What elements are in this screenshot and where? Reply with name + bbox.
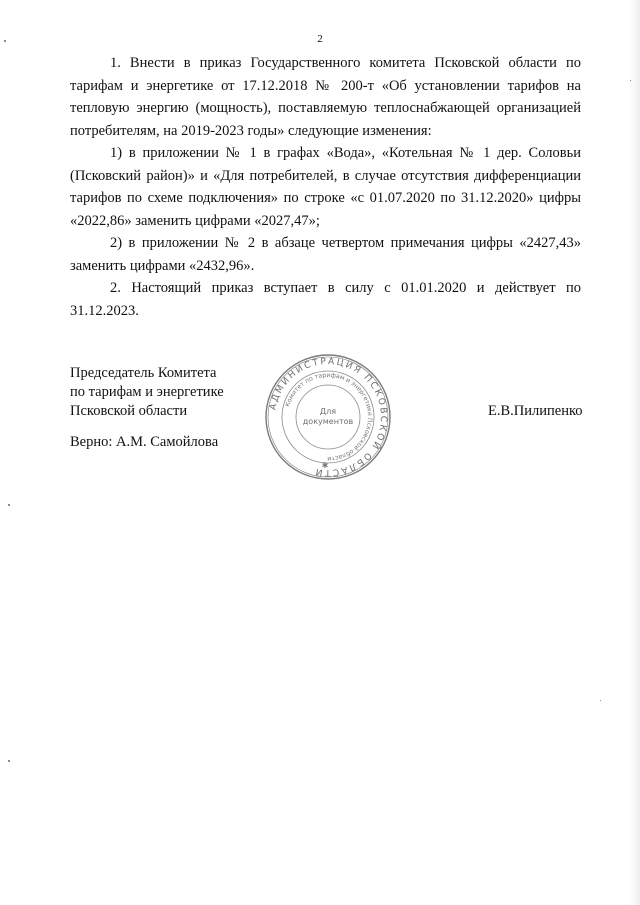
paragraph-3: 2) в приложении № 2 в абзаце четвертом примечания цифры «2427,43» заменить цифрами «2432,96». (70, 235, 581, 274)
seal-center-line-1: Для (319, 407, 337, 416)
scan-mark (8, 760, 10, 762)
document-body (70, 52, 581, 322)
scan-mark (8, 504, 10, 506)
signatory-title-line-3: Псковской области (70, 403, 188, 419)
verification-note: Верно: А.М. Самойлова (70, 434, 219, 450)
signatory-name: Е.В.Пилипенко (488, 403, 583, 419)
seal-center-line-2: документов (302, 417, 354, 426)
signatory-title-line-1: Председатель Комитета (70, 365, 217, 381)
page-number: 2 (317, 33, 323, 45)
paragraph-2: 1) в приложении № 1 в графах «Вода», «Котельная № 1 дер. Соловьи (Псковский район)» и «Для потребителей, в случае отсутствия дифференциации тарифов по схеме подключения» по строке «с 01.07.2020 по 31.12.2020» цифры «2022,86» заменить цифрами «2027,47»; (70, 145, 581, 229)
paragraph-1: 1. Внести в приказ Государственного комитета Псковской области по тарифам и энергетике от 17.12.2018 № 200-т «Об установлении тарифов на тепловую энергию (мощность), поставляемую теплоснабжающей организацией потребителям, на 2019-2023 годы» следующие изменения: (70, 55, 581, 139)
seal-star-icon: ✱ (321, 461, 329, 470)
scan-mark (4, 40, 6, 42)
official-seal (263, 352, 393, 482)
paragraph-4: 2. Настоящий приказ вступает в силу с 01.01.2020 и действует по 31.12.2023. (70, 280, 581, 319)
scan-mark (600, 700, 601, 701)
signatory-title (70, 364, 224, 421)
seal-inner-text: Комитет по тарифам и энергетике Псковской области (284, 371, 374, 463)
scan-edge-shadow (628, 0, 640, 905)
seal-outer-text: АДМИНИСТРАЦИЯ ПСКОВСКОЙ ОБЛАСТИ (268, 356, 389, 478)
signatory-title-line-2: по тарифам и энергетике (70, 384, 224, 400)
